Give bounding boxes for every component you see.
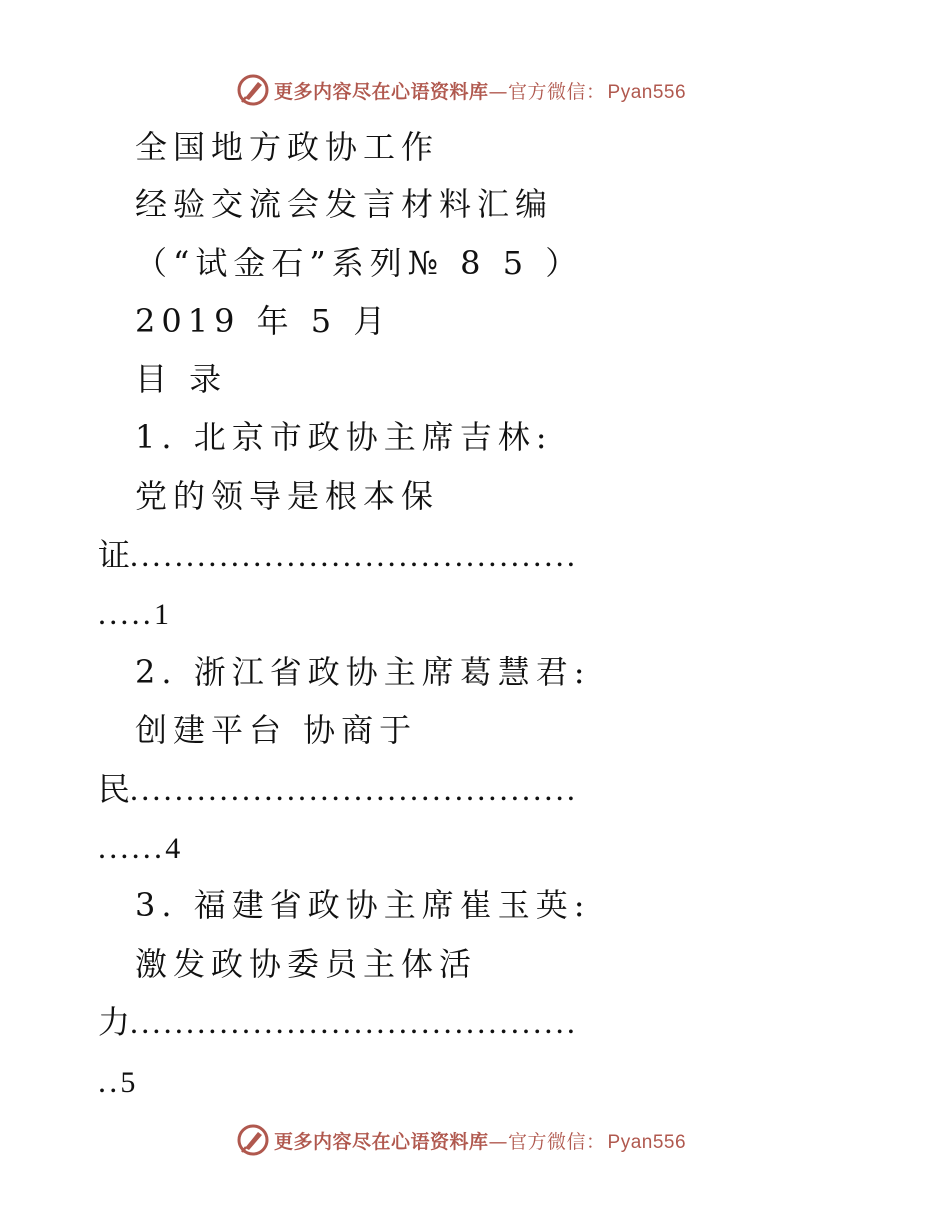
toc-entry-2-title: 创建平台 协商于: [135, 711, 418, 749]
toc-entry-2-title-tail: 民: [98, 770, 131, 808]
watermark-id: Pyan556: [607, 1131, 687, 1153]
watermark-top: [236, 72, 686, 108]
toc-entry-3-title-tail: 力: [98, 1003, 131, 1041]
quill-seal-icon: [236, 73, 270, 107]
toc-entry-3-dots-2: ..: [98, 1063, 121, 1099]
series-line: （“试金石”系列№ 8 5 ）: [135, 244, 584, 282]
toc-entry-2-dots-2: ......: [98, 829, 166, 865]
toc-entry-1-page: 1: [154, 598, 169, 631]
toc-entry-2-dots: ........................................: [130, 771, 579, 807]
toc-entry-2-page-line: [98, 824, 180, 870]
watermark-id: Pyan556: [607, 81, 687, 103]
toc-entry-3-page-line: [98, 1058, 135, 1104]
watermark-text: [274, 77, 686, 104]
toc-entry-2-page: 4: [165, 832, 181, 865]
watermark-main: 更多内容尽在心语资料库: [274, 1130, 489, 1153]
watermark-bottom: [236, 1122, 686, 1158]
toc-entry-1-leader: [98, 532, 578, 578]
quill-seal-icon: [236, 1123, 270, 1157]
toc-heading: 目 录: [135, 360, 228, 398]
title-line-2: 经验交流会发言材料汇编: [135, 185, 554, 223]
toc-entry-3-title: 激发政协委员主体活: [135, 945, 478, 983]
toc-entry-2-leader: [98, 766, 578, 812]
title-line-1: 全国地方政协工作: [135, 128, 440, 166]
toc-entry-2-speaker: 2. 浙江省政协主席葛慧君:: [135, 653, 591, 691]
watermark-dash: —: [488, 80, 509, 103]
watermark-dash: —: [488, 1130, 509, 1153]
watermark-suffix: 官方微信：: [508, 1130, 606, 1153]
toc-entry-1-page-line: [98, 590, 169, 636]
toc-entry-1-title: 党的领导是根本保: [135, 477, 440, 515]
toc-entry-3-dots: ........................................: [130, 1004, 579, 1040]
watermark-suffix: 官方微信：: [508, 80, 606, 103]
toc-entry-1-dots: ........................................: [130, 537, 579, 573]
date-line: 2019 年 5 月: [135, 302, 392, 340]
toc-entry-3-leader: [98, 999, 578, 1045]
toc-entry-1-speaker: 1. 北京市政协主席吉林:: [135, 418, 553, 456]
toc-entry-3-speaker: 3. 福建省政协主席崔玉英:: [135, 886, 591, 924]
watermark-text: [274, 1127, 686, 1154]
toc-entry-1-dots-2: .....: [98, 595, 154, 631]
toc-entry-1-title-tail: 证: [98, 536, 131, 574]
toc-entry-3-page: 5: [120, 1066, 136, 1099]
watermark-main: 更多内容尽在心语资料库: [274, 80, 489, 103]
